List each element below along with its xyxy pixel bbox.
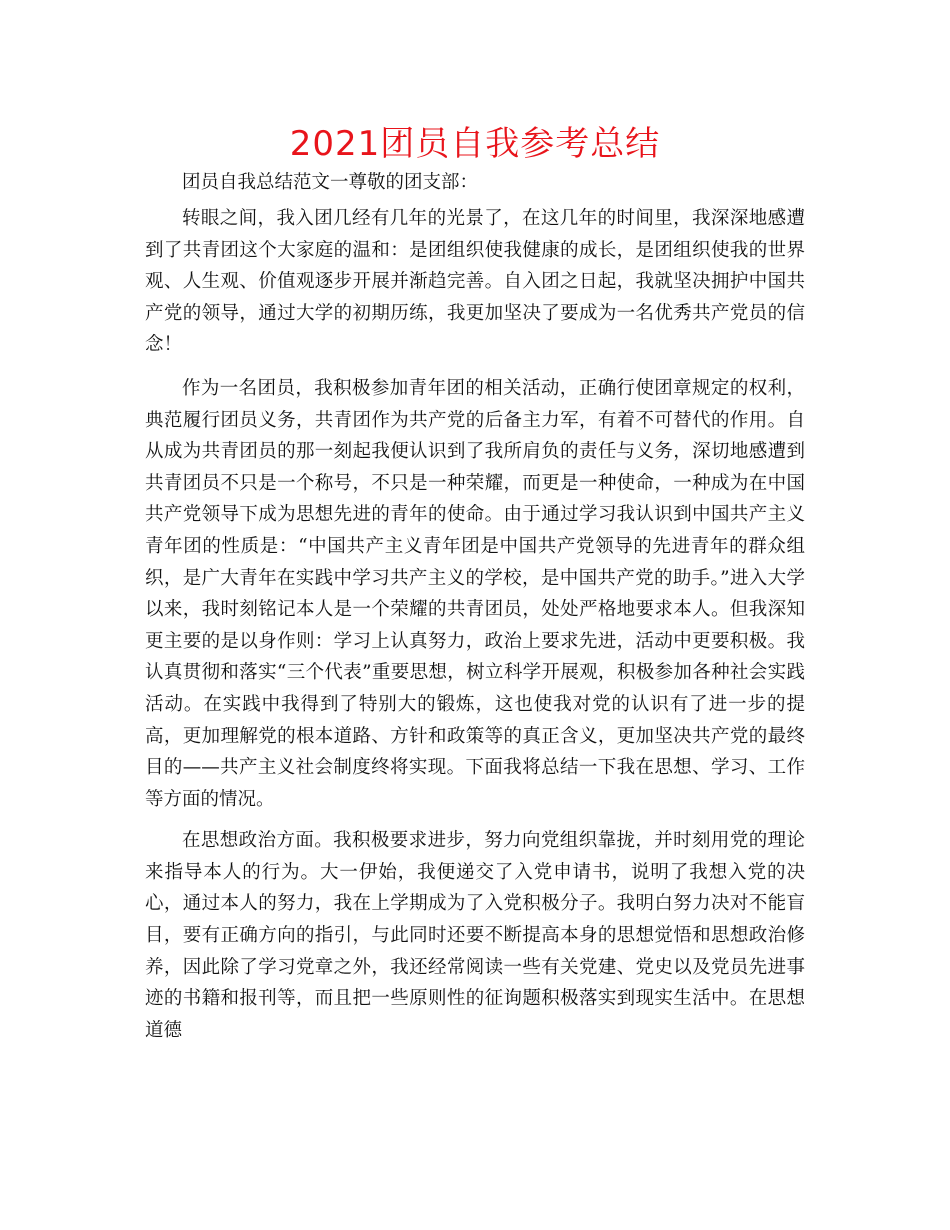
body-paragraph: 转眼之间，我入团几经有几年的光景了，在这几年的时间里，我深深地感遭到了共青团这个大家庭的温和：是团组织使我健康的成长，是团组织使我的世界观、人生观、价值观逐步开展并渐趋完善。自入团之日起，我就坚决拥护中国共产党的领导，通过大学的初期历练，我更加坚决了要成为一名优秀共产党员的信念！ <box>145 208 805 356</box>
body-paragraph: 作为一名团员，我积极参加青年团的相关活动，正确行使团章规定的权利，典范履行团员义务，共青团作为共产党的后备主力军，有着不可替代的作用。自从成为共青团员的那一刻起我便认识到了我所肩负的责任与义务，深切地感遭到共青团员不只是一个称号，不只是一种荣耀，而更是一种使命，一种成为在中国共产党领导下成为思想先进的青年的使命。由于通过学习我认识到中国共产主义青年团的性质是：“中国共产主义青年团是中国共产党领导的先进青年的群众组织，是广大青年在实践中学习共产主义的学校，是中国共产党的助手。”进入大学以来，我时刻铭记本人是一个荣耀的共青团员，处处严格地要求本人。但我深知更主要的是以身作则：学习上认真努力，政治上要求先进，活动中更要积极。我认真贯彻和落实“三个代表”重要思想，树立科学开展观，积极参加各种社会实践活动。在实践中我得到了特别大的锻炼，这也使我对党的认识有了进一步的提高，更加理解党的根本道路、方针和政策等的真正含义，更加坚决共产党的最终目的——共产主义社会制度终将实现。下面我将总结一下我在思想、学习、工作等方面的情况。 <box>145 377 805 810</box>
greeting-paragraph: 团员自我总结范文一尊敬的团支部： <box>182 172 479 193</box>
body-paragraph: 在思想政治方面。我积极要求进步，努力向党组织靠拢，并时刻用党的理论来指导本人的行为。大一伊始，我便递交了入党申请书，说明了我想入党的决心，通过本人的努力，我在上学期成为了入党积极分子。我明白努力决对不能盲目，要有正确方向的指引，与此同时还要不断提高本身的思想觉悟和思想政治修养，因此除了学习党章之外，我还经常阅读一些有关党建、党史以及党员先进事迹的书籍和报刊等，而且把一些原则性的征询题积极落实到现实生活中。在思想道德 <box>145 830 805 1041</box>
document-body <box>145 167 805 1046</box>
document-title: 2021团员自我参考总结 <box>289 124 661 164</box>
